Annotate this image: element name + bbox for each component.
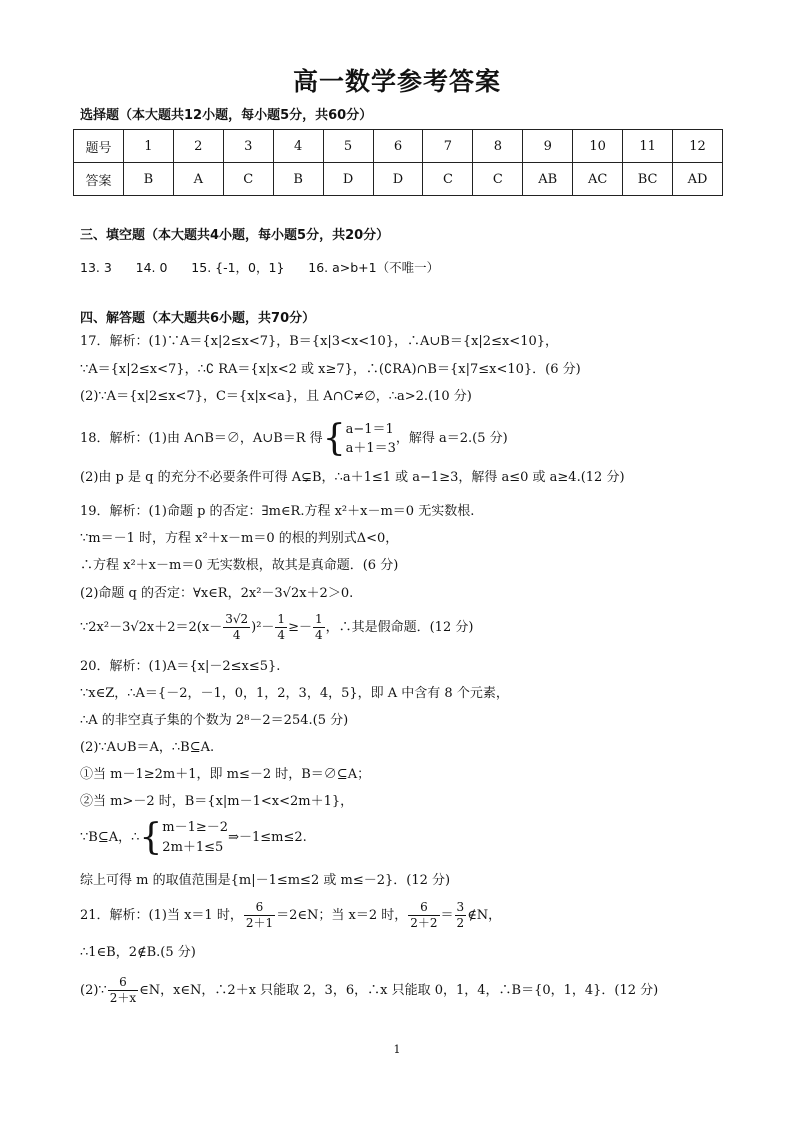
page-number: 1 — [393, 1043, 401, 1056]
q20-line-8: 综上可得 m 的取值范围是{m|－1≤m≤2 或 m≤－2}．(12 分) — [80, 873, 451, 888]
denominator: 4 — [314, 628, 323, 642]
brace-icon: { — [139, 817, 163, 858]
table-row-numbers — [74, 130, 723, 163]
q21-text: 21．解析：(1)当 x＝1 时， — [80, 907, 243, 923]
q21-text: (2)∵ — [80, 982, 107, 998]
fraction — [244, 900, 275, 931]
table-cell: AD — [673, 163, 723, 196]
q19-text: ，∴其是假命题．(12 分) — [325, 619, 474, 635]
table-cell: 11 — [623, 130, 673, 163]
q17-line-2: ∵A＝{x|2≤x<7}，∴∁ RA＝{x|x<2 或 x≥7}，∴(∁RA)∩B＝{x|7≤x<10}．(6 分) — [80, 362, 581, 377]
numerator: 6 — [108, 975, 138, 991]
q17-line-1: 17．解析：(1)∵A＝{x|2≤x<7}，B＝{x|3<x<10}，∴A∪B＝{x|2≤x<10}， — [80, 334, 559, 349]
table-cell: 4 — [273, 130, 323, 163]
q20-line-6: ②当 m>－2 时，B＝{x|m－1<x<2m＋1}， — [80, 794, 354, 809]
q20-text: ∵B⊆A，∴ — [80, 830, 140, 845]
table-cell: 8 — [473, 130, 523, 163]
q21-text: ∈N，x∈N，∴2＋x 只能取 2，3，6，∴x 只能取 0，1，4，∴B＝{0，1，4}．(12 分) — [139, 982, 659, 998]
fraction — [313, 612, 325, 643]
q19-line-4: (2)命题 q 的否定：∀x∈R，2x²－3√2x＋2＞0. — [80, 586, 354, 601]
table-cell: 5 — [323, 130, 373, 163]
q18-system — [346, 420, 396, 458]
q21-text: ＝2∈N；当 x＝2 时， — [276, 907, 408, 923]
q20-system — [162, 818, 228, 858]
page-title: 高一数学参考答案 — [292, 67, 501, 96]
table-cell: 12 — [673, 130, 723, 163]
q18-text: 18．解析：(1)由 A∩B＝∅，A∪B＝R 得 — [80, 431, 323, 446]
brace-icon: { — [322, 418, 346, 459]
numerator: 3√2 — [225, 612, 249, 626]
q20-line-7 — [80, 818, 307, 858]
q18-result: ，解得 a＝2.(5 分) — [395, 431, 508, 446]
table-cell: B — [123, 163, 173, 196]
q17-line-3: (2)∵A＝{x|2≤x<7}，C＝{x|x<a}，且 A∩C≠∅，∴a>2.(10 分) — [80, 389, 472, 404]
table-cell: AB — [523, 163, 573, 196]
fraction — [275, 612, 287, 643]
q18-line-2: (2)由 p 是 q 的充分不必要条件可得 A⊊B，∴a＋1≤1 或 a−1≥3，解得 a≤0 或 a≥4.(12 分) — [80, 470, 625, 485]
q18-eq-1: a−1＝1 — [345, 422, 394, 437]
q19-text: ≥－ — [288, 619, 312, 635]
table-cell: 1 — [123, 130, 173, 163]
q21-text: ＝ — [440, 907, 454, 923]
numerator: 1 — [277, 612, 286, 626]
q19-line-3: ∴方程 x²＋x－m＝0 无实数根，故其是真命题．(6 分) — [80, 558, 399, 573]
table-cell: 2 — [173, 130, 223, 163]
numerator: 1 — [314, 612, 323, 626]
q21-text: ∉N， — [467, 907, 502, 923]
table-header-cell: 题号 — [74, 130, 124, 163]
table-cell: C — [223, 163, 273, 196]
fill-answers: 13. 3 14. 0 15. {-1，0，1} 16. a>b+1（不唯一） — [80, 260, 440, 275]
q20-text: ⇒－1≤m≤2. — [228, 830, 307, 845]
q19-line-1: 19．解析：(1)命题 p 的否定：∃m∈R.方程 x²＋x－m＝0 无实数根. — [80, 504, 475, 519]
section-solution-heading: 四、解答题（本大题共6小题，共70分） — [80, 311, 316, 326]
denominator: 2＋x — [109, 991, 137, 1005]
table-cell: A — [173, 163, 223, 196]
table-cell: 3 — [223, 130, 273, 163]
table-row-answers — [74, 163, 723, 196]
table-cell: C — [423, 163, 473, 196]
q20-line-2: ∵x∈Z，∴A＝{－2，－1，0，1，2，3，4，5}，即 A 中含有 8 个元素， — [80, 686, 509, 701]
q18-eq-2: a＋1＝3 — [345, 441, 396, 456]
q21-line-3 — [80, 975, 658, 1006]
fraction — [108, 975, 138, 1006]
q20-line-5: ①当 m－1≥2m＋1，即 m≤－2 时，B＝∅⊆A； — [80, 767, 371, 782]
numerator: 6 — [244, 900, 275, 916]
table-header-cell: 答案 — [74, 163, 124, 196]
table-cell: 7 — [423, 130, 473, 163]
table-cell: B — [273, 163, 323, 196]
answer-table — [73, 129, 723, 196]
q20-line-4: (2)∵A∪B＝A，∴B⊆A. — [80, 740, 215, 755]
denominator: 2 — [456, 916, 465, 930]
section-choice-heading: 选择题（本大题共12小题，每小题5分，共60分） — [80, 108, 373, 123]
numerator: 3 — [456, 900, 465, 914]
fraction — [455, 900, 467, 931]
table-cell: D — [373, 163, 423, 196]
q19-text: ∵2x²－3√2x＋2＝2(x－ — [80, 619, 223, 635]
denominator: 2＋1 — [245, 916, 274, 930]
q20-line-1: 20．解析：(1)A＝{x|－2≤x≤5}. — [80, 659, 281, 674]
q19-line-5 — [80, 612, 473, 643]
q19-text: )²－ — [251, 619, 275, 635]
q20-ineq-2: 2m＋1≤5 — [162, 840, 224, 855]
table-cell: 10 — [573, 130, 623, 163]
section-fill-heading: 三、填空题（本大题共4小题，每小题5分，共20分） — [80, 228, 390, 243]
numerator: 6 — [408, 900, 439, 916]
q19-line-2: ∵m＝－1 时，方程 x²＋x－m＝0 的根的判别式Δ<0， — [80, 531, 399, 546]
q20-line-3: ∴A 的非空真子集的个数为 2⁸－2＝254.(5 分) — [80, 713, 349, 728]
table-cell: BC — [623, 163, 673, 196]
table-cell: C — [473, 163, 523, 196]
q21-line-2: ∴1∈B，2∉B.(5 分) — [80, 945, 196, 960]
denominator: 4 — [277, 628, 286, 642]
table-cell: 6 — [373, 130, 423, 163]
denominator: 4 — [232, 628, 241, 642]
q18-line-1 — [80, 420, 508, 458]
table-cell: D — [323, 163, 373, 196]
q21-line-1 — [80, 900, 501, 931]
table-cell: 9 — [523, 130, 573, 163]
fraction — [223, 612, 250, 643]
fraction — [408, 900, 439, 931]
denominator: 2＋2 — [410, 916, 438, 930]
q20-ineq-1: m－1≥－2 — [162, 820, 229, 835]
table-cell: AC — [573, 163, 623, 196]
